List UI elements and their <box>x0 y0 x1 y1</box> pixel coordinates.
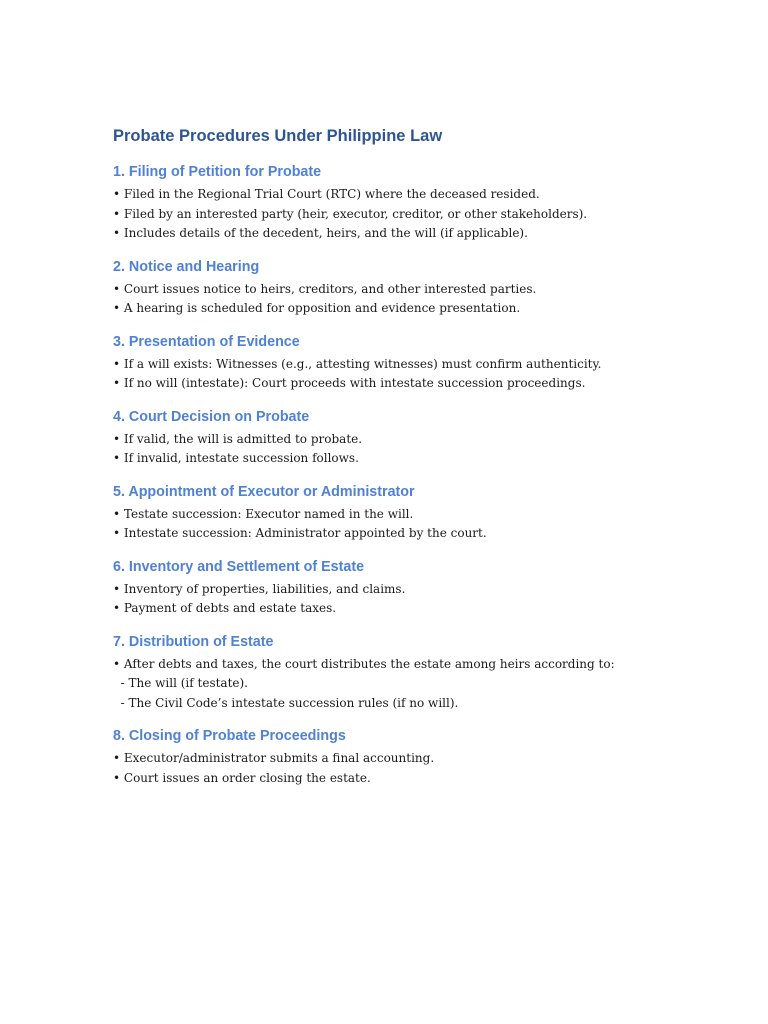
section-inventory-and-settlement <box>113 558 733 619</box>
sub-item: - The Civil Code’s intestate succession rules (if no will). <box>113 695 459 710</box>
bullet-item: • Intestate succession: Administrator appointed by the court. <box>113 526 487 540</box>
bullet-item: • Court issues notice to heirs, creditors, and other interested parties. <box>113 281 537 296</box>
section-heading: 6. Inventory and Settlement of Estate <box>113 558 365 575</box>
bullet-item: • Filed in the Regional Trial Court (RTC) where the deceased resided. <box>113 187 540 201</box>
document-page <box>113 125 733 802</box>
bullet-item: • Inventory of properties, liabilities, and claims. <box>113 581 406 596</box>
section-filing-of-petition <box>113 163 733 244</box>
section-heading: 7. Distribution of Estate <box>113 633 274 650</box>
section-heading: 5. Appointment of Executor or Administrator <box>113 483 415 500</box>
bullet-item: • Court issues an order closing the estate. <box>113 770 371 785</box>
section-heading: 2. Notice and Hearing <box>113 258 260 275</box>
bullet-item: • Testate succession: Executor named in the will. <box>113 506 414 521</box>
bullet-item: • If a will exists: Witnesses (e.g., attesting witnesses) must confirm authenticity. <box>113 356 602 371</box>
section-appointment-of-executor <box>113 483 733 544</box>
sub-item: - The will (if testate). <box>113 676 248 690</box>
section-heading: 4. Court Decision on Probate <box>113 408 310 425</box>
section-court-decision <box>113 408 733 469</box>
bullet-item: • Includes details of the decedent, heirs, and the will (if applicable). <box>113 226 528 240</box>
bullet-item: • If no will (intestate): Court proceeds with intestate succession proceedings. <box>113 376 586 390</box>
document-title: Probate Procedures Under Philippine Law <box>113 127 443 145</box>
section-presentation-of-evidence <box>113 333 733 394</box>
bullet-item: • If valid, the will is admitted to probate. <box>113 431 363 446</box>
section-closing-of-proceedings <box>113 727 733 788</box>
bullet-item: • Executor/administrator submits a final accounting. <box>113 751 435 765</box>
bullet-item: • Payment of debts and estate taxes. <box>113 601 337 615</box>
section-heading: 3. Presentation of Evidence <box>113 333 300 350</box>
bullet-item: • After debts and taxes, the court distributes the estate among heirs according to: <box>113 656 615 671</box>
bullet-item: • A hearing is scheduled for opposition and evidence presentation. <box>113 301 521 315</box>
section-heading: 8. Closing of Probate Proceedings <box>113 728 346 744</box>
section-heading: 1. Filing of Petition for Probate <box>113 164 322 180</box>
section-notice-and-hearing <box>113 258 733 319</box>
section-distribution-of-estate <box>113 633 733 714</box>
bullet-item: • If invalid, intestate succession follows. <box>113 451 359 465</box>
bullet-item: • Filed by an interested party (heir, executor, creditor, or other stakeholders). <box>113 206 588 221</box>
